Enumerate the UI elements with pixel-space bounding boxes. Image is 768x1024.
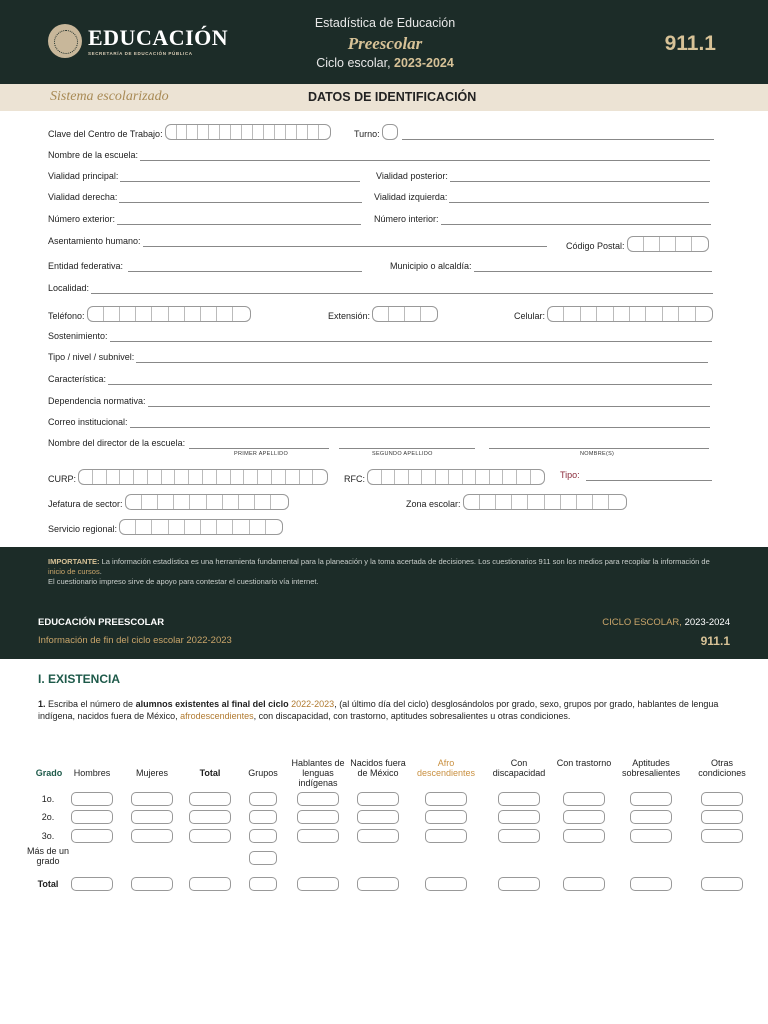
cycle-years: 2023-2024: [394, 56, 454, 70]
vialidad-posterior-label: Vialidad posterior:: [376, 171, 448, 181]
column-header-3: Total: [199, 768, 221, 778]
tipo-nivel-field[interactable]: [136, 353, 708, 363]
codigo-postal-row: [566, 236, 709, 252]
cell-0-2[interactable]: [131, 792, 173, 806]
logo-subtitle: SECRETARÍA DE EDUCACIÓN PÚBLICA: [88, 50, 193, 56]
cell-3-4[interactable]: [249, 851, 277, 865]
cell-2-5[interactable]: [297, 829, 339, 843]
jefatura-input[interactable]: [125, 494, 289, 510]
entidad-row: [48, 261, 362, 272]
extension-input[interactable]: [372, 306, 438, 322]
director-row: [48, 438, 709, 449]
dependencia-label: Dependencia normativa:: [48, 396, 146, 406]
header-line1: Estadística de Educación: [314, 16, 456, 30]
municipio-field[interactable]: [474, 262, 712, 272]
vialidad-principal-field[interactable]: [120, 172, 360, 182]
caracteristica-field[interactable]: [108, 375, 712, 385]
numero-exterior-row: [48, 214, 361, 225]
cell-4-8[interactable]: [498, 877, 540, 891]
correo-row: [48, 417, 710, 428]
vialidad-principal-row: [48, 171, 360, 182]
system-label: Sistema escolarizado: [50, 89, 169, 104]
column-header-10: Aptitudes sobresalientes: [621, 758, 681, 778]
caracteristica-row: [48, 374, 712, 385]
turno-line[interactable]: [402, 130, 714, 140]
jefatura-row: [48, 494, 289, 510]
localidad-field[interactable]: [91, 284, 713, 294]
cell-0-4[interactable]: [249, 792, 277, 806]
vialidad-posterior-row: [376, 171, 710, 182]
vialidad-derecha-row: [48, 192, 362, 203]
footer-cycle: [602, 617, 730, 628]
vialidad-derecha-field[interactable]: [119, 193, 362, 203]
vialidad-derecha-label: Vialidad derecha:: [48, 192, 118, 202]
cell-4-9[interactable]: [563, 877, 605, 891]
sostenimiento-label: Sostenimiento:: [48, 331, 108, 341]
asentamiento-row: [48, 236, 547, 247]
telefono-row: [48, 306, 251, 322]
question-number: 1.: [38, 699, 46, 709]
rfc-row: [344, 469, 545, 485]
cell-1-3[interactable]: [189, 810, 231, 824]
rfc-input[interactable]: [367, 469, 545, 485]
cell-0-7[interactable]: [425, 792, 467, 806]
cct-label: Clave del Centro de Trabajo:: [48, 129, 163, 139]
cell-4-6[interactable]: [357, 877, 399, 891]
cell-4-11[interactable]: [701, 877, 743, 891]
section-heading: DATOS DE IDENTIFICACIÓN: [308, 90, 477, 104]
cell-0-5[interactable]: [297, 792, 339, 806]
servicio-input[interactable]: [119, 519, 283, 535]
question-1: [38, 699, 738, 722]
numero-exterior-field[interactable]: [117, 215, 361, 225]
tipo-nivel-row: [48, 352, 708, 363]
important-note: [48, 557, 728, 587]
entidad-label: Entidad federativa:: [48, 261, 124, 271]
question-text-f: , con discapacidad, con trastorno, aptitudes sobresalientes u otras condiciones.: [253, 710, 571, 721]
correo-label: Correo institucional:: [48, 417, 128, 427]
footer-level: EDUCACIÓN PREESCOLAR: [38, 617, 165, 628]
section-band: [0, 84, 768, 111]
vialidad-izquierda-field[interactable]: [449, 193, 709, 203]
cell-4-3[interactable]: [189, 877, 231, 891]
row-label-4: Total: [37, 879, 59, 889]
column-header-5: Hablantes de lenguas indígenas: [291, 758, 345, 788]
cell-1-7[interactable]: [425, 810, 467, 824]
dependencia-field[interactable]: [148, 397, 710, 407]
zona-row: [406, 494, 627, 510]
segundo-apellido-caption: SEGUNDO APELLIDO: [372, 451, 433, 457]
cell-4-1[interactable]: [71, 877, 113, 891]
extension-row: [328, 306, 438, 322]
nombre-escuela-label: Nombre de la escuela:: [48, 150, 139, 160]
question-text-b: alumnos existentes al final del ciclo: [135, 699, 289, 709]
localidad-row: [48, 283, 713, 294]
cell-1-6[interactable]: [357, 810, 399, 824]
column-header-6: Nacidos fuera de México: [350, 758, 406, 778]
turno-input[interactable]: [382, 124, 398, 140]
important-text-2: El cuestionario impreso sirve de apoyo para contestar el cuestionario vía internet.: [48, 577, 319, 586]
question-text-d: , (al último día del ciclo) desglosándolos por grado, sexo, grupos por grado, hablantes de lengua indígena, nacidos fuera de México,: [38, 699, 719, 721]
nombre-escuela-row: [48, 150, 710, 161]
cell-0-1[interactable]: [71, 792, 113, 806]
asentamiento-label: Asentamiento humano:: [48, 236, 141, 246]
cell-1-5[interactable]: [297, 810, 339, 824]
cct-row: [48, 124, 331, 140]
cell-1-10[interactable]: [630, 810, 672, 824]
column-header-0: Grado: [35, 768, 63, 778]
nombres-caption: NOMBRE(S): [580, 451, 615, 457]
header-cycle: [250, 56, 520, 70]
zona-input[interactable]: [463, 494, 627, 510]
primer-apellido-field[interactable]: [189, 439, 329, 449]
cell-4-10[interactable]: [630, 877, 672, 891]
tipo-field[interactable]: [586, 471, 712, 481]
important-text: La información estadística es una herramienta fundamental para la planeación y la toma acertada de decisiones. Los cuestionarios 911 son los medios para recopilar la información de: [99, 557, 710, 566]
cell-1-2[interactable]: [131, 810, 173, 824]
numero-interior-field[interactable]: [441, 215, 711, 225]
question-afro: afrodescendientes: [180, 710, 254, 721]
row-label-0: 1o.: [41, 794, 55, 804]
nombres-field[interactable]: [489, 439, 709, 449]
cell-4-4[interactable]: [249, 877, 277, 891]
column-header-4: Grupos: [248, 768, 278, 778]
footer-cycle-years: 2023-2024: [684, 617, 730, 628]
footer-code: 911.1: [700, 634, 730, 648]
asentamiento-field[interactable]: [143, 237, 547, 247]
cell-2-2[interactable]: [131, 829, 173, 843]
telefono-label: Teléfono:: [48, 311, 85, 321]
municipio-row: [390, 261, 712, 272]
header-bar: [0, 0, 768, 84]
vialidad-izquierda-row: [374, 192, 709, 203]
primer-apellido-caption: PRIMER APELLIDO: [234, 451, 289, 457]
cell-1-11[interactable]: [701, 810, 743, 824]
cell-0-10[interactable]: [630, 792, 672, 806]
zona-label: Zona escolar:: [406, 499, 461, 509]
cell-1-8[interactable]: [498, 810, 540, 824]
column-header-1: Hombres: [73, 768, 111, 778]
logo-title: EDUCACIÓN: [88, 24, 229, 50]
entidad-field[interactable]: [128, 262, 362, 272]
cell-2-7[interactable]: [425, 829, 467, 843]
turno-row: [354, 124, 714, 140]
column-header-7: Afro descendientes: [416, 758, 476, 778]
cct-input[interactable]: [165, 124, 331, 140]
footer-cycle-prefix: CICLO ESCOLAR,: [602, 617, 685, 628]
cell-4-5[interactable]: [297, 877, 339, 891]
servicio-row: [48, 519, 283, 535]
cell-0-6[interactable]: [357, 792, 399, 806]
row-label-2: 3o.: [41, 831, 55, 841]
important-period: .: [99, 567, 102, 576]
footer-info: Información de fin del ciclo escolar 2022-2023: [38, 635, 232, 646]
row-label-1: 2o.: [41, 812, 55, 822]
cell-2-10[interactable]: [630, 829, 672, 843]
correo-field[interactable]: [130, 418, 710, 428]
cell-4-7[interactable]: [425, 877, 467, 891]
cycle-prefix: Ciclo escolar,: [316, 56, 395, 70]
curp-row: [48, 469, 328, 485]
celular-input[interactable]: [547, 306, 713, 322]
vialidad-posterior-field[interactable]: [450, 172, 710, 182]
celular-label: Celular:: [514, 311, 546, 321]
extension-label: Extensión:: [328, 311, 371, 321]
municipio-label: Municipio o alcaldía:: [390, 261, 472, 271]
cell-0-3[interactable]: [189, 792, 231, 806]
tipo-label: Tipo:: [560, 470, 580, 480]
celular-row: [514, 306, 713, 322]
important-band: [0, 547, 768, 659]
numero-exterior-label: Número exterior:: [48, 214, 116, 224]
vialidad-principal-label: Vialidad principal:: [48, 171, 119, 181]
important-label: IMPORTANTE:: [48, 557, 100, 566]
national-seal-icon: [48, 24, 82, 58]
telefono-input[interactable]: [87, 306, 251, 322]
tipo-nivel-label: Tipo / nivel / subnivel:: [48, 352, 135, 362]
column-header-8: Con discapacidad: [492, 758, 546, 778]
cell-2-1[interactable]: [71, 829, 113, 843]
cell-2-9[interactable]: [563, 829, 605, 843]
sostenimiento-field[interactable]: [110, 332, 712, 342]
dependencia-row: [48, 396, 710, 407]
row-label-3: Más de un grado: [26, 846, 70, 866]
turno-label: Turno:: [354, 129, 380, 139]
cell-1-4[interactable]: [249, 810, 277, 824]
numero-interior-label: Número interior:: [374, 214, 439, 224]
cell-2-8[interactable]: [498, 829, 540, 843]
important-link: inicio de cursos: [48, 567, 100, 576]
sep-logo: [48, 24, 228, 58]
cell-2-6[interactable]: [357, 829, 399, 843]
column-header-9: Con trastorno: [556, 758, 612, 768]
cell-1-1[interactable]: [71, 810, 113, 824]
cell-4-2[interactable]: [131, 877, 173, 891]
form-code: 911.1: [664, 32, 716, 55]
question-text-a: Escriba el número de: [45, 699, 136, 709]
director-label: Nombre del director de la escuela:: [48, 438, 186, 448]
codigo-postal-label: Código Postal:: [566, 241, 625, 251]
localidad-label: Localidad:: [48, 283, 90, 293]
question-cycle: 2022-2023: [291, 699, 335, 709]
cell-0-11[interactable]: [701, 792, 743, 806]
vialidad-izquierda-label: Vialidad izquierda:: [374, 192, 448, 202]
cell-1-9[interactable]: [563, 810, 605, 824]
nombre-escuela-field[interactable]: [140, 151, 710, 161]
section-title: I. EXISTENCIA: [38, 672, 121, 686]
codigo-postal-input[interactable]: [627, 236, 709, 252]
tipo-row: [560, 470, 712, 481]
numero-interior-row: [374, 214, 711, 225]
segundo-apellido-field[interactable]: [339, 439, 475, 449]
cell-0-8[interactable]: [498, 792, 540, 806]
curp-label: CURP:: [48, 474, 77, 484]
jefatura-label: Jefatura de sector:: [48, 499, 123, 509]
cell-2-11[interactable]: [701, 829, 743, 843]
rfc-label: RFC:: [344, 474, 365, 484]
header-level: Preescolar: [347, 34, 423, 53]
column-header-2: Mujeres: [135, 768, 168, 778]
column-header-11: Otras condiciones: [698, 758, 746, 778]
servicio-label: Servicio regional:: [48, 524, 118, 534]
cell-0-9[interactable]: [563, 792, 605, 806]
cell-2-4[interactable]: [249, 829, 277, 843]
sostenimiento-row: [48, 331, 712, 342]
curp-input[interactable]: [78, 469, 328, 485]
cell-2-3[interactable]: [189, 829, 231, 843]
caracteristica-label: Característica:: [48, 374, 107, 384]
